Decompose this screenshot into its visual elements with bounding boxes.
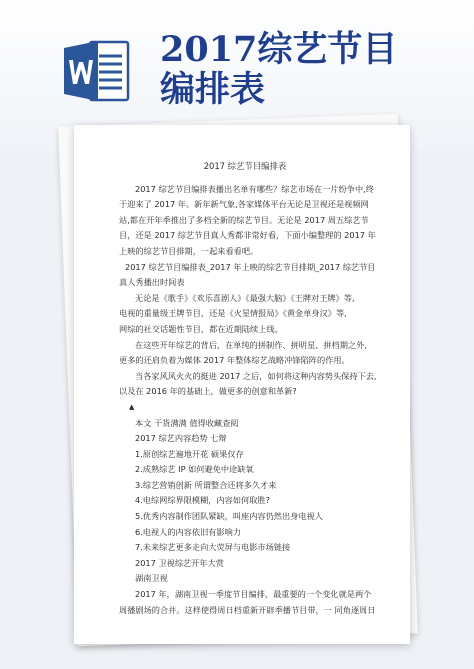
document-line: 上映的综艺节目排期，一起来看看吧。 (119, 245, 259, 256)
page-title-line-1: 2017综艺节目 (160, 29, 398, 70)
document-line: 真人秀播出时间表 (119, 277, 185, 288)
document-line: 2017 综艺节目编排表播出名单有哪些？综艺市场在一片纷争中,终 (135, 183, 374, 194)
document-page (74, 125, 410, 644)
document-line: 3.综艺营销创新 所谓整合还将多久才来 (135, 479, 277, 490)
document-line: 于迎来了 2017 年。新年新气象,各家媒体平台无论是卫视还是视频网 (119, 199, 369, 210)
document-line: 电视的重量级王牌节目，还是《火星情报局》《黄金单身汉》等, (119, 308, 347, 319)
document-line: 更多的还肩负着为媒体 2017 年整体综艺战略冲锋陷阵的作用。 (119, 355, 350, 366)
document-line: 2017 综艺内容趋势 七辩 (135, 433, 227, 444)
document-line: ▲ (129, 402, 135, 411)
document-line: 本文 干货满满 值得收藏查阅 (135, 417, 239, 428)
document-line: 1.原创综艺遍地开花 硕果仅存 (135, 448, 244, 459)
document-line: 无论是《歌手》《欢乐喜剧人》《最强大脑》《王牌对王牌》等, (135, 292, 355, 303)
document-line: 站,都在开年季推出了多档全新的综艺节目。无论是 2017 周五综艺节 (119, 214, 369, 225)
document-line: 周播剧场的合并。这样使得周日档重新开辟季播节目带，一 同角逐周日 (119, 604, 376, 615)
document-line: 在这些开年综艺的背后，在单纯的拼制作、拼明星、拼档期之外, (135, 339, 367, 350)
document-line: 2017 卫视综艺开年大赏 (135, 557, 224, 568)
document-lines (119, 182, 377, 619)
document-line: 目，还是 2017 综艺节目真人秀都非常好看，下面小编整理的 2017 年 (119, 230, 376, 241)
document-line: 当各家风风火火的挺进 2017 之后，如何将这种内容势头保持下去, (135, 370, 377, 381)
word-icon (62, 36, 132, 106)
document-line: 网综的社交话题性节目，都在近期陆续上线。 (119, 323, 283, 334)
document-line: 2.成熟综艺 IP 如何避免中途缺氧 (135, 464, 254, 475)
document-line: 2017 综艺节目编排表_2017 年上映的综艺节目排期_2017 综艺节目 (125, 261, 376, 272)
document-body (119, 159, 377, 618)
document-line: 5.优秀内容制作团队紧缺，叫座内容仍然出身电视人 (135, 511, 323, 522)
document-line: 2017 年，湖南卫视一季度节目编排，最重要的一个变化就是两个 (135, 589, 372, 600)
document-line: 7.未来综艺更多走向大荧屏与电影市场链接 (135, 542, 291, 553)
document-line: 以及在 2016 年的基础上，做更多的创意和革新? (119, 386, 297, 397)
document-title: 2017 综艺节目编排表 (203, 161, 287, 171)
document-line: 湖南卫视 (135, 573, 168, 584)
document-line: 4.电综网综界限模糊，内容如何取胜? (135, 495, 270, 506)
document-line: 6.电视人的内容依旧有影响力 (135, 526, 242, 537)
page-title-line-2: 编排表 (160, 69, 266, 110)
